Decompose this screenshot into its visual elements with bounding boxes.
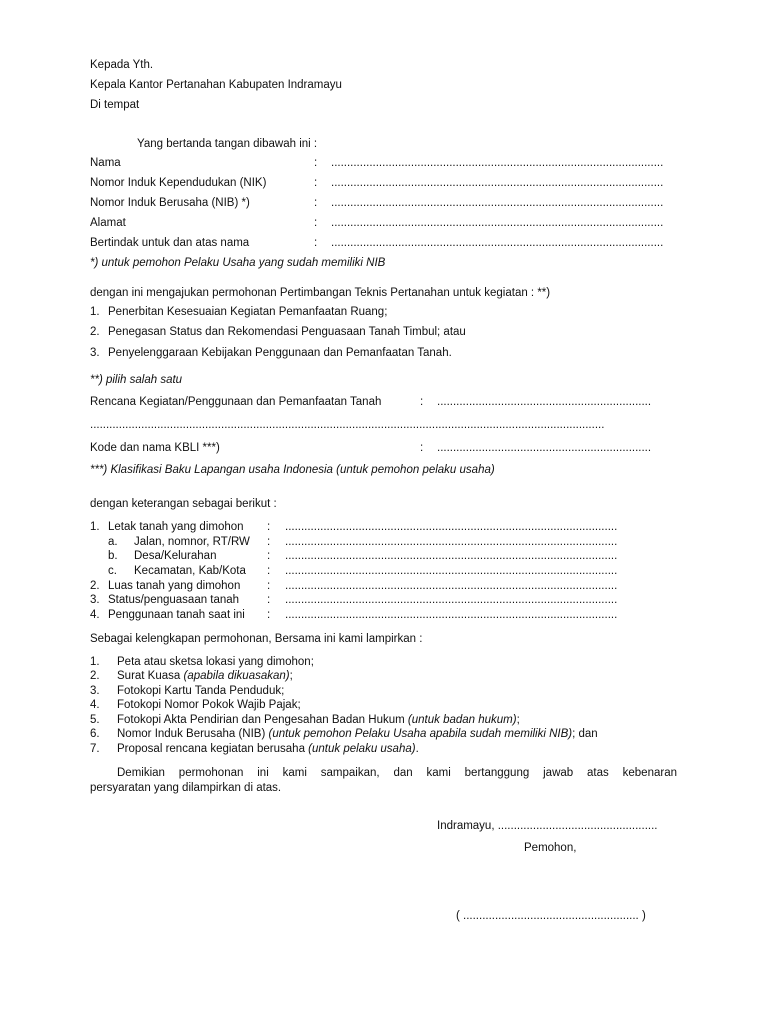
closing-line-1: Demikian permohonan ini kami sampaikan, dan kami bertanggung jawab atas kebenaran — [117, 767, 677, 779]
item-text: Peta atau sketsa lokasi yang dimohon; — [117, 656, 314, 668]
item-number: 2. — [90, 326, 100, 338]
item-number: 2. — [90, 580, 100, 592]
item-letter: a. — [108, 536, 118, 548]
detail-subitem — [90, 564, 680, 578]
item-text: Fotokopi Nomor Pokok Wajib Pajak; — [117, 699, 301, 711]
field-separator: : — [267, 565, 271, 577]
field-label: Nomor Induk Berusaha (NIB) *) — [90, 197, 250, 209]
field-separator: : — [267, 594, 271, 606]
item-number: 1. — [90, 521, 100, 533]
item-number: 3. — [90, 347, 100, 359]
item-number: 4. — [90, 699, 100, 711]
recipient-line-2: Kepala Kantor Pertanahan Kabupaten Indramayu — [90, 79, 342, 91]
field-separator: : — [267, 550, 271, 562]
field-separator: : — [420, 396, 424, 408]
item-text: Fotokopi Akta Pendirian dan Pengesahan Badan Hukum (untuk badan hukum); — [117, 714, 520, 726]
fill-line[interactable]: ........................................................................................................ — [285, 580, 618, 592]
field-separator: : — [267, 521, 271, 533]
field-separator: : — [267, 609, 271, 621]
closing-line-2: persyaratan yang dilampirkan di atas. — [90, 782, 282, 794]
fill-line[interactable]: ........................................................................................................ — [285, 521, 618, 533]
field-separator: : — [314, 177, 318, 189]
item-number: 3. — [90, 685, 100, 697]
signature-role: Pemohon, — [524, 842, 577, 854]
field-label: Nomor Induk Kependudukan (NIK) — [90, 177, 267, 189]
field-separator: : — [314, 197, 318, 209]
field-label: Letak tanah yang dimohon — [108, 521, 244, 533]
signature-place-date[interactable]: Indramayu, .................................................. — [437, 820, 658, 832]
item-text: Surat Kuasa (apabila dikuasakan); — [117, 670, 293, 682]
kbli-field — [90, 441, 680, 455]
detail-subitem — [90, 549, 680, 563]
item-text: Penegasan Status dan Rekomendasi Penguasaan Tanah Timbul; atau — [108, 326, 466, 338]
note-nib: *) untuk pemohon Pelaku Usaha yang sudah memiliki NIB — [90, 257, 386, 269]
field-label: Alamat — [90, 217, 126, 229]
fill-line[interactable]: ........................................................................................................ — [331, 217, 664, 229]
plan-continuation-line[interactable]: ................................................................................................................................................................. — [90, 419, 605, 431]
field-separator: : — [314, 217, 318, 229]
details-intro: dengan keterangan sebagai berikut : — [90, 498, 277, 510]
item-text: Penyelenggaraan Kebijakan Penggunaan dan Pemanfaatan Tanah. — [108, 347, 452, 359]
fill-line[interactable]: ................................................................... — [437, 396, 652, 408]
field-label: Nama — [90, 157, 121, 169]
detail-item — [90, 593, 680, 607]
fill-line[interactable]: ........................................................................................................ — [331, 177, 664, 189]
fill-line[interactable]: ........................................................................................................ — [331, 237, 664, 249]
recipient-line-1: Kepada Yth. — [90, 59, 154, 71]
item-text: Fotokopi Kartu Tanda Penduduk; — [117, 685, 285, 697]
field-label: Status/penguasaan tanah — [108, 594, 240, 606]
identity-field-name — [90, 156, 680, 170]
item-letter: b. — [108, 550, 118, 562]
identity-field-acting-for — [90, 236, 680, 250]
field-label: Bertindak untuk dan atas nama — [90, 237, 250, 249]
item-number: 3. — [90, 594, 100, 606]
note-kbli: ***) Klasifikasi Baku Lapangan usaha Indonesia (untuk pemohon pelaku usaha) — [90, 464, 495, 476]
field-label: Desa/Kelurahan — [134, 550, 217, 562]
item-number: 4. — [90, 609, 100, 621]
field-separator: : — [314, 157, 318, 169]
fill-line[interactable]: ........................................................................................................ — [285, 594, 618, 606]
plan-field — [90, 395, 680, 409]
attachments-intro: Sebagai kelengkapan permohonan, Bersama ini kami lampirkan : — [90, 633, 423, 645]
item-letter: c. — [108, 565, 117, 577]
item-number: 1. — [90, 306, 100, 318]
detail-item — [90, 608, 680, 622]
identity-field-address — [90, 216, 680, 230]
item-number: 2. — [90, 670, 100, 682]
fill-line[interactable]: ........................................................................................................ — [331, 157, 664, 169]
fill-line[interactable]: ........................................................................................................ — [285, 609, 618, 621]
item-number: 7. — [90, 743, 100, 755]
item-text: Nomor Induk Berusaha (NIB) (untuk pemohon Pelaku Usaha apabila sudah memiliki NIB); dan — [117, 728, 598, 740]
fill-line[interactable]: ........................................................................................................ — [331, 197, 664, 209]
fill-line[interactable]: ................................................................... — [437, 442, 652, 454]
note-pick: **) pilih salah satu — [90, 374, 183, 386]
item-text: Penerbitan Kesesuaian Kegiatan Pemanfaatan Ruang; — [108, 306, 388, 318]
fill-line[interactable]: ........................................................................................................ — [285, 565, 618, 577]
field-label: Luas tanah yang dimohon — [108, 580, 241, 592]
field-label: Rencana Kegiatan/Penggunaan dan Pemanfaatan Tanah — [90, 396, 382, 408]
detail-item — [90, 520, 680, 534]
field-label: Kode dan nama KBLI ***) — [90, 442, 220, 454]
intro-text: Yang bertanda tangan dibawah ini : — [137, 138, 318, 150]
field-separator: : — [420, 442, 424, 454]
identity-field-nib — [90, 196, 680, 210]
item-number: 6. — [90, 728, 100, 740]
field-label: Jalan, nomnor, RT/RW — [134, 536, 250, 548]
detail-item — [90, 579, 680, 593]
field-label: Penggunaan tanah saat ini — [108, 609, 245, 621]
fill-line[interactable]: ........................................................................................................ — [285, 536, 618, 548]
identity-field-nik — [90, 176, 680, 190]
field-label: Kecamatan, Kab/Kota — [134, 565, 246, 577]
field-separator: : — [314, 237, 318, 249]
field-separator: : — [267, 536, 271, 548]
item-number: 5. — [90, 714, 100, 726]
detail-subitem — [90, 535, 680, 549]
item-number: 1. — [90, 656, 100, 668]
request-intro: dengan ini mengajukan permohonan Pertimbangan Teknis Pertanahan untuk kegiatan : **) — [90, 287, 551, 299]
field-separator: : — [267, 580, 271, 592]
recipient-line-3: Di tempat — [90, 99, 140, 111]
item-text: Proposal rencana kegiatan berusaha (untuk pelaku usaha). — [117, 743, 419, 755]
signature-name-line[interactable]: ( ....................................................... ) — [456, 910, 646, 922]
fill-line[interactable]: ........................................................................................................ — [285, 550, 618, 562]
